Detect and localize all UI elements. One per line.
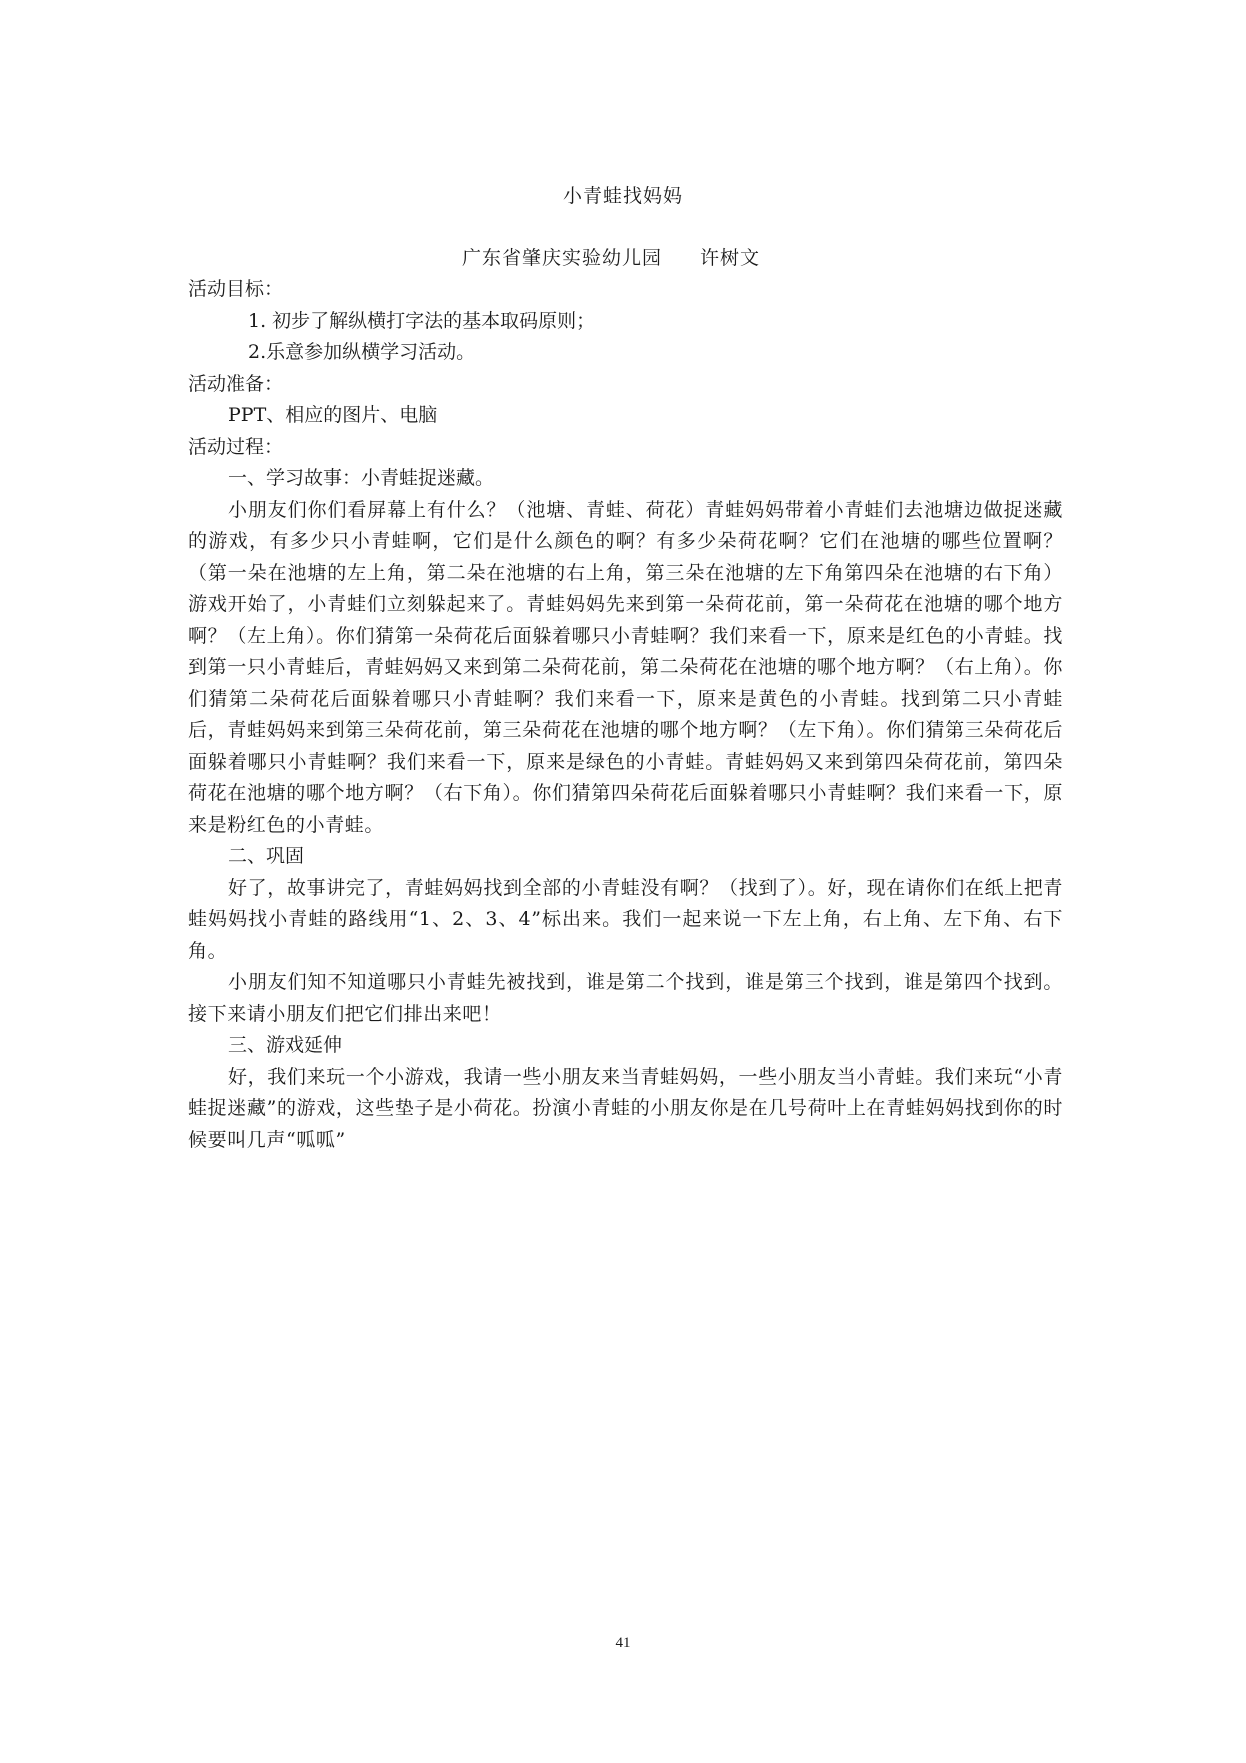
document-title: 小青蛙找妈妈 [562,185,683,207]
goal-item-1: 1. 初步了解纵横打字法的基本取码原则； [248,309,596,332]
goals-heading: 活动目标： [188,278,284,300]
step1-paragraph: 小朋友们你们看屏幕上有什么？（池塘、青蛙、荷花）青蛙妈妈带着小青蛙们去池塘边做捉迷藏的游戏，有多少只小青蛙啊，它们是什么颜色的啊？有多少朵荷花啊？它们在池塘的哪些位置啊？（第一朵在池塘的左上角，第二朵在池塘的右上角，第三朵在池塘的左下角第四朵在池塘的右下角）游戏开始了，小青蛙们立刻躲起来了。青蛙妈妈先来到第一朵荷花前，第一朵荷花在池塘的哪个地方啊？（左上角）。你们猜第一朵荷花后面躲着哪只小青蛙啊？我们来看一下，原来是红色的小青蛙。找到第一只小青蛙后，青蛙妈妈又来到第二朵荷花前，第二朵荷花在池塘的哪个地方啊？（右上角）。你们猜第二朵荷花后面躲着哪只小青蛙啊？我们来看一下，原来是黄色的小青蛙。找到第二只小青蛙后，青蛙妈妈来到第三朵荷花前，第三朵荷花在池塘的哪个地方啊？（左下角）。你们猜第三朵荷花后面躲着哪只小青蛙啊？我们来看一下，原来是绿色的小青蛙。青蛙妈妈又来到第四朵荷花前，第四朵荷花在池塘的哪个地方啊？（右下角）。你们猜第四朵荷花后面躲着哪只小青蛙啊？我们来看一下，原来是粉红色的小青蛙。 [188,498,1063,836]
author-line [462,243,760,270]
step2-paragraph-1: 好了，故事讲完了，青蛙妈妈找到全部的小青蛙没有啊？（找到了）。好，现在请你们在纸上把青蛙妈妈找小青蛙的路线用“1、2、3、4”标出来。我们一起来说一下左上角，右上角、左下角、右下角。 [188,876,1063,962]
goal-item-2: 2.乐意参加纵横学习活动。 [248,341,476,363]
step3-paragraph: 好，我们来玩一个小游戏，我请一些小朋友来当青蛙妈妈，一些小朋友当小青蛙。我们来玩“小青蛙捉迷藏”的游戏，这些垫子是小荷花。扮演小青蛙的小朋友你是在几号荷叶上在青蛙妈妈找到你的时候要叫几声“呱呱” [188,1065,1063,1151]
step2-paragraph-2: 小朋友们知不知道哪只小青蛙先被找到，谁是第二个找到，谁是第三个找到，谁是第四个找到。接下来请小朋友们把它们排出来吧！ [188,971,1063,1025]
step3-heading: 三、游戏延伸 [228,1034,343,1056]
school-name: 广东省肇庆实验幼儿园 [462,247,663,269]
prep-heading: 活动准备： [188,372,284,395]
process-heading: 活动过程： [188,435,284,458]
prep-items: PPT、相应的图片、电脑 [228,404,438,426]
document-body [188,274,1063,1156]
author-name: 许树文 [700,247,761,269]
page-number: 41 [615,1635,631,1651]
step2-heading: 二、巩固 [228,845,305,867]
step1-heading: 一、学习故事：小青蛙捉迷藏。 [228,467,495,489]
